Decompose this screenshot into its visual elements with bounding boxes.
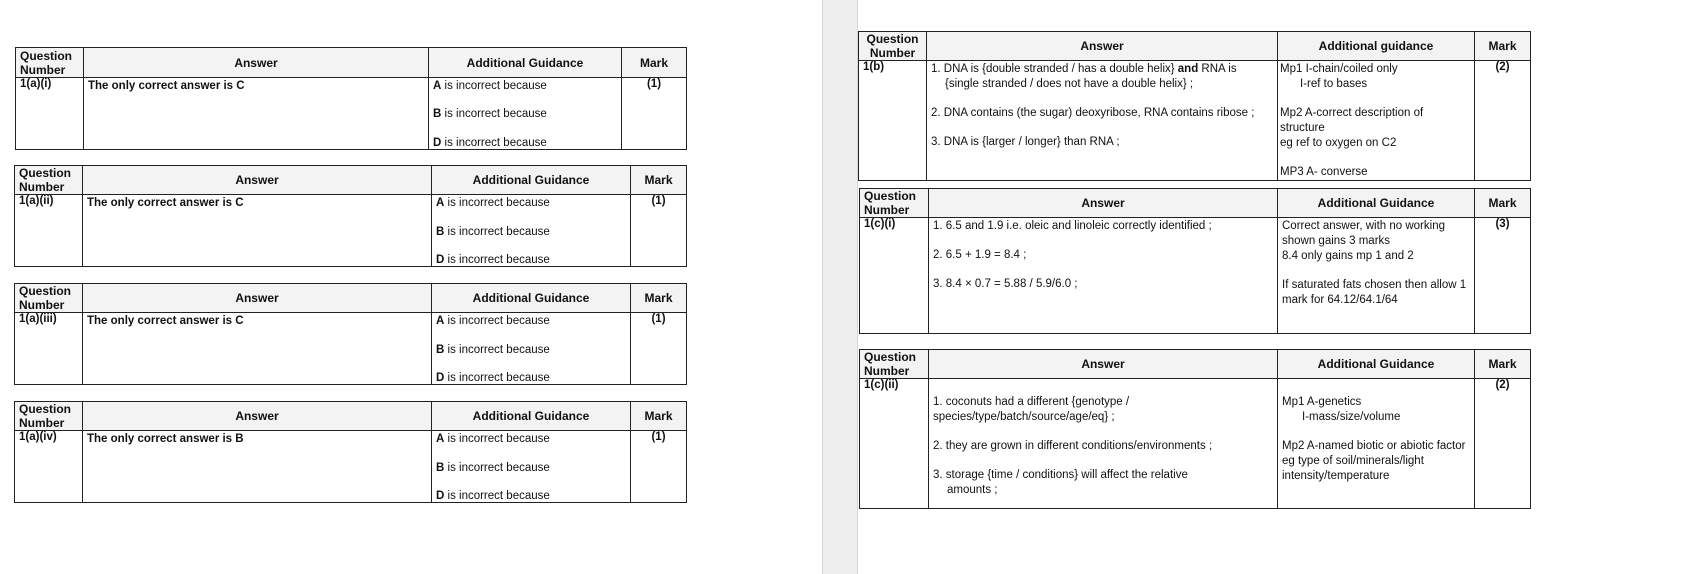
header-question-number: Question Number <box>859 32 927 61</box>
mark-value: (2) <box>1475 61 1531 181</box>
guidance-line: 8.4 only gains mp 1 and 2 <box>1282 250 1414 262</box>
answer-point-1: 1. 6.5 and 1.9 i.e. oleic and linoleic correctly identified ; <box>933 220 1212 232</box>
header-answer: Answer <box>84 48 429 78</box>
header-question-number: Question Number <box>16 48 84 78</box>
answer-cell <box>929 379 1278 509</box>
guidance-cell <box>432 431 631 503</box>
guidance-mp2: Mp2 A-correct description of structure <box>1280 107 1424 134</box>
question-number: 1(a)(iv) <box>15 431 83 503</box>
mark-value: (2) <box>1475 379 1531 509</box>
header-additional-guidance: Additional Guidance <box>1278 350 1475 379</box>
guidance-mp3: MP3 A- converse <box>1280 166 1368 178</box>
guidance-line: A is incorrect because <box>436 197 550 209</box>
header-additional-guidance: Additional Guidance <box>432 284 631 313</box>
guidance-line: shown gains 3 marks <box>1282 235 1391 247</box>
mark-value: (1) <box>631 313 687 385</box>
header-mark: Mark <box>1475 32 1531 61</box>
answer-cell <box>929 218 1278 334</box>
guidance-mp2-cont: intensity/temperature <box>1282 470 1390 482</box>
answer-point-1-cont: species/type/batch/source/age/eq} ; <box>933 411 1115 423</box>
header-question-number: Question Number <box>15 166 83 195</box>
answer-text: The only correct answer is C <box>88 80 245 92</box>
guidance-line: A is incorrect because <box>436 433 550 445</box>
answer-point-1: 1. coconuts had a different {genotype / <box>933 396 1130 408</box>
guidance-mp2: Mp2 A-named biotic or abiotic factor <box>1282 440 1466 452</box>
guidance-line: A is incorrect because <box>436 315 550 327</box>
guidance-cell <box>1278 218 1475 334</box>
answer-point-1: 1. DNA is {double stranded / has a double helix} and RNA is <box>931 63 1237 75</box>
mark-scheme-table-1b <box>858 31 1531 181</box>
guidance-line: B is incorrect because <box>436 462 550 474</box>
header-answer: Answer <box>927 32 1278 61</box>
mark-scheme-table-1a-iv <box>14 401 687 503</box>
header-answer: Answer <box>929 189 1278 218</box>
answer-point-2: 2. they are grown in different conditions/environments ; <box>933 440 1213 452</box>
guidance-line: D is incorrect because <box>433 137 547 149</box>
answer-cell <box>83 195 432 267</box>
mark-scheme-table-1c-ii <box>859 349 1531 509</box>
mark-value: (1) <box>631 431 687 503</box>
answer-text: The only correct answer is B <box>87 433 244 445</box>
answer-cell <box>83 313 432 385</box>
mark-value: (3) <box>1475 218 1531 334</box>
guidance-mp1: Mp1 I-chain/coiled only <box>1280 63 1398 75</box>
mark-scheme-table-1a-iii <box>14 283 687 385</box>
guidance-mp2-cont: eg type of soil/minerals/light <box>1282 455 1424 467</box>
answer-point-2: 2. 6.5 + 1.9 = 8.4 ; <box>933 249 1027 261</box>
guidance-line: If saturated fats chosen then allow 1 <box>1282 279 1467 291</box>
guidance-cell <box>1278 61 1475 181</box>
question-number: 1(a)(iii) <box>15 313 83 385</box>
mark-scheme-table-1c-i <box>859 188 1531 334</box>
header-mark: Mark <box>631 166 687 195</box>
mark-scheme-table-1a-i <box>15 47 687 150</box>
question-number: 1(c)(i) <box>860 218 929 334</box>
header-additional-guidance: Additional Guidance <box>1278 189 1475 218</box>
question-number: 1(a)(i) <box>16 78 84 150</box>
answer-point-1-cont: {single stranded / does not have a double helix} ; <box>945 78 1194 90</box>
guidance-mp2-cont: eg ref to oxygen on C2 <box>1280 137 1397 149</box>
header-mark: Mark <box>622 48 687 78</box>
mark-scheme-table-1a-ii <box>14 165 687 267</box>
guidance-line: D is incorrect because <box>436 254 550 266</box>
answer-point-3: 3. 8.4 × 0.7 = 5.88 / 5.9/6.0 ; <box>933 278 1078 290</box>
guidance-line: mark for 64.12/64.1/64 <box>1282 294 1398 306</box>
header-mark: Mark <box>631 284 687 313</box>
guidance-mp1-cont: I-mass/size/volume <box>1302 411 1401 423</box>
guidance-cell <box>1278 379 1475 509</box>
answer-cell <box>927 61 1278 181</box>
header-additional-guidance: Additional Guidance <box>429 48 622 78</box>
header-answer: Answer <box>929 350 1278 379</box>
header-question-number: Question Number <box>15 284 83 313</box>
answer-text: The only correct answer is C <box>87 197 244 209</box>
answer-cell <box>83 431 432 503</box>
guidance-line: B is incorrect because <box>433 108 547 120</box>
guidance-line: D is incorrect because <box>436 490 550 502</box>
guidance-cell <box>429 78 622 150</box>
question-number: 1(b) <box>859 61 927 181</box>
header-answer: Answer <box>83 284 432 313</box>
answer-cell <box>84 78 429 150</box>
header-additional-guidance: Additional Guidance <box>432 402 631 431</box>
mark-value: (1) <box>631 195 687 267</box>
header-question-number: Question Number <box>15 402 83 431</box>
answer-point-3: 3. DNA is {larger / longer} than RNA ; <box>931 136 1120 148</box>
page-gutter <box>822 0 858 574</box>
answer-text: The only correct answer is C <box>87 315 244 327</box>
header-additional-guidance: Additional Guidance <box>432 166 631 195</box>
header-answer: Answer <box>83 402 432 431</box>
header-mark: Mark <box>631 402 687 431</box>
guidance-line: D is incorrect because <box>436 372 550 384</box>
guidance-line: B is incorrect because <box>436 344 550 356</box>
guidance-cell <box>432 313 631 385</box>
mark-value: (1) <box>622 78 687 150</box>
guidance-line: A is incorrect because <box>433 80 547 92</box>
guidance-line: B is incorrect because <box>436 226 550 238</box>
header-additional-guidance: Additional guidance <box>1278 32 1475 61</box>
guidance-mp1-cont: I-ref to bases <box>1300 78 1368 90</box>
header-question-number: Question Number <box>860 350 929 379</box>
answer-point-3: 3. storage {time / conditions} will affect the relative <box>933 469 1188 481</box>
header-question-number: Question Number <box>860 189 929 218</box>
guidance-mp1: Mp1 A-genetics <box>1282 396 1362 408</box>
guidance-line: Correct answer, with no working <box>1282 220 1445 232</box>
question-number: 1(c)(ii) <box>860 379 929 509</box>
guidance-cell <box>432 195 631 267</box>
answer-point-2: 2. DNA contains (the sugar) deoxyribose, RNA contains ribose ; <box>931 107 1255 119</box>
header-mark: Mark <box>1475 350 1531 379</box>
header-mark: Mark <box>1475 189 1531 218</box>
header-answer: Answer <box>83 166 432 195</box>
answer-point-3-cont: amounts ; <box>947 484 998 496</box>
question-number: 1(a)(ii) <box>15 195 83 267</box>
